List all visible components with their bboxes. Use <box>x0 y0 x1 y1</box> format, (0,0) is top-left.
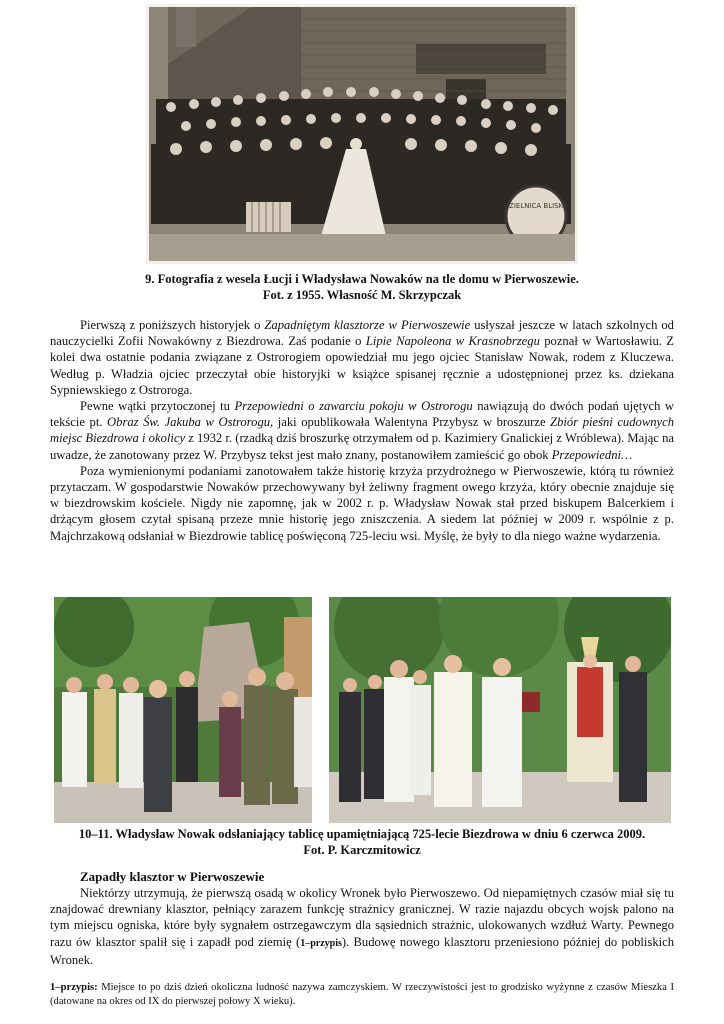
figure-9-caption-line2: Fot. z 1955. Własność M. Skrzypczak <box>262 288 462 302</box>
footnote-label: 1–przypis: <box>50 982 98 993</box>
ceremony-photo-10 <box>54 597 312 823</box>
paragraph-1 <box>50 317 674 398</box>
drum-lettering: DZIELNICA BLISKO <box>503 202 569 210</box>
body-text-top <box>50 317 674 544</box>
text-run: Przepowiedni… <box>551 447 633 462</box>
text-run: , jaki opublikowała Walentyna Przybysz w broszurze <box>270 415 551 430</box>
body-text-bottom <box>50 885 674 968</box>
figure-9-caption-line1: 9. Fotografia z wesela Łucji i Władysława Nowaków na tle domu w Pierwoszewie. <box>145 272 579 286</box>
text-run: z 1932 r. (rzadką dziś broszurkę otrzymałem od p. Kazimiery Gnalickiej z Wróblewa). Mając na uwadze, że zanotowany przez W. Przybysz tekst jest mało znany, postanowiłem zamieścić go obok <box>50 431 674 462</box>
text-run: Niektórzy utrzymują, że pierwszą osadą w okolicy Wronek było Pierwoszewo. Od niepamiętnych czasów miał się tu znajdować drewniany klasztor, pełniący zarazem funkcję strażnicy granicznej. W razie najazdu obcych wojsk palono na tym miejscu ogniska, które były sygnałem ostrzegawczym dla sąsiednich strażnic, ulokowanych wzdłuż Warty. Pewnego razu ów klasztor spalił się i zapadł pod ziemię ( <box>50 886 674 949</box>
ceremony-photo-11 <box>329 597 671 823</box>
figure-10-11-caption-line1: 10–11. Władysław Nowak odsłaniający tablicę upamiętniającą 725-lecie Biezdrowa w dniu 6 czerwca 2009. <box>78 827 646 841</box>
text-run: Przepowiedni o zawarciu pokoju w Ostrorogu <box>234 399 473 414</box>
section-heading: Zapadły klasztor w Pierwoszewie <box>80 869 265 884</box>
paragraph-2 <box>50 398 674 463</box>
figure-9-caption <box>40 271 684 303</box>
text-run: ). Budowę nowego klasztoru przeniesiono później do pobliskich Wronek. <box>50 934 675 967</box>
text-run: nawiązują do dwóch podań ujętych w tekście pt. <box>50 399 675 430</box>
paragraph-3 <box>50 463 674 544</box>
paragraph-4 <box>50 885 674 968</box>
text-run: Pewne wątki przytoczonej tu <box>80 399 235 414</box>
text-run: Poza wymienionymi podaniami zanotowałem także historię krzyża przydrożnego w Pierwoszewie, którą tu również przytaczam. W gospodarstwie Nowaków przechowywany był żeliwny fragment owego krzyża, który obecnie znajduje się w biezdrowskim kościele. Nigdy nie zapomnę, jak w 2002 r. p. Władysław Nowak stał przed biskupem Balcerkiem i drżącym głosem czytał spisaną przeze mnie historię jego zniszczenia. A siedem lat później w 2009 r. wspólnie z p. Majchrzakową odsłaniał w Biezdrowie tablicę poświęconą 725-leciu wsi. Myślę, że były to dla niego ważne wydarzenia. <box>50 463 674 543</box>
figure-10-11-caption <box>40 826 684 858</box>
text-run: poznał w Wartosławiu. Z kolei dwa ostatnie podania związane z Ostrorogiem opowiedział mu jego ojciec Stanisław Nowak, rodem z Kluczewa. Według p. Władzia ojciec przeczytał obie historyjki w książce spisanej ręcznie a udostępnionej przez ks. dziekana Sypniewskiego z Ostroroga. <box>50 334 674 397</box>
text-run: usłyszał jeszcze w latach szkolnych od nauczycielki Zofii Nowakówny z Biezdrowa. Zaś podanie o <box>50 318 674 349</box>
wedding-photo <box>146 4 578 264</box>
text-run: Obraz Św. Jakuba w Ostrorogu <box>107 415 271 430</box>
text-run: Lipie Napoleona w Krasnobrzegu <box>365 334 540 349</box>
footnote-reference: 1–przypis <box>300 937 342 949</box>
text-run: Zapadniętym klasztorze w Pierwoszewie <box>264 318 471 332</box>
figure-10-11-caption-line2: Fot. P. Karczmitowicz <box>303 843 421 857</box>
text-run: Pierwszą z poniższych historyjek o <box>80 318 265 332</box>
text-run: Zbiór pieśni cudownych miejsc Biezdrowa i okolicy <box>50 415 674 446</box>
footnote-text: Miejsce to po dziś dzień okoliczna ludność nazywa zamczyskiem. W rzeczywistości jest to grodzisko wyżynne z czasów Mieszka I (datowane na okres od IX do pierwszej połowy X wieku). <box>50 982 674 1007</box>
footnote <box>50 981 674 1008</box>
